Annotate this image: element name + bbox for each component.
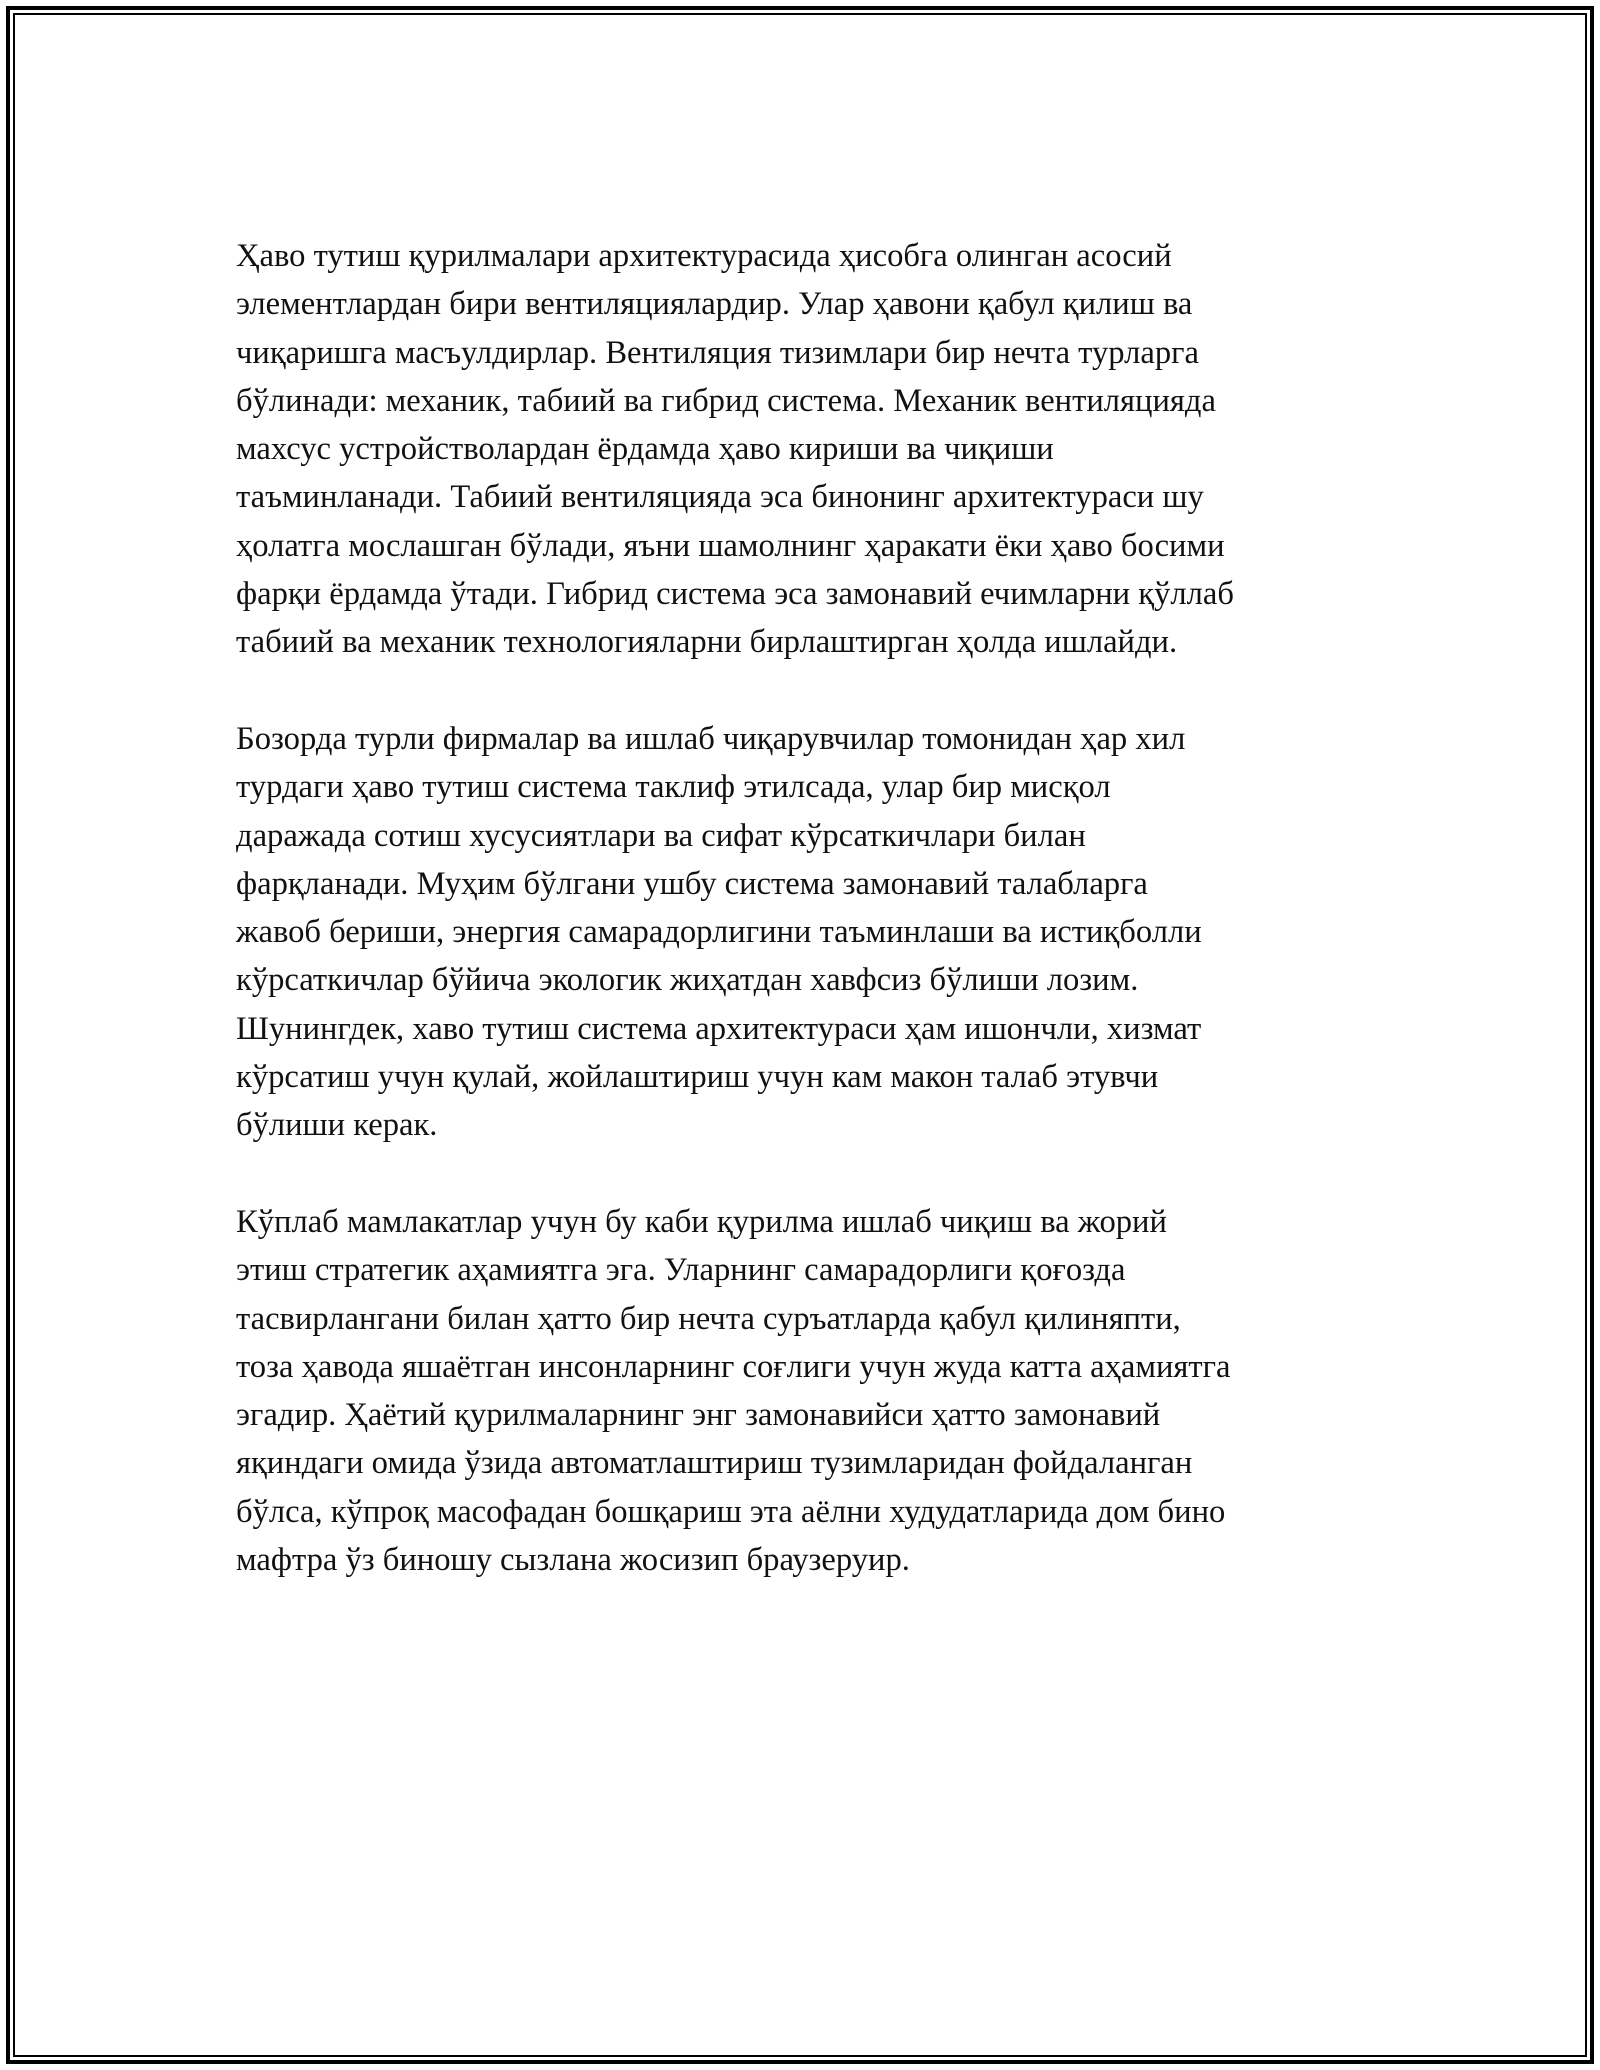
paragraph-market: Бозорда турли фирмалар ва ишлаб чиқарувчилар томонидан ҳар хил турдаги ҳаво тутиш система таклиф этилсада, улар бир мисқол даражада сотиш хусусиятлари ва сифат кўрсаткичлари билан фарқланади. Муҳим бўлгани ушбу система замонавий талабларга жавоб бериши, энергия самарадорлигини таъминлаши ва истиқболли кўрсаткичлар бўйича экологик жиҳатдан хавфсиз бўлиши лозим. Шунингдек, хаво тутиш система архитектураси ҳам ишончли, хизмат кўрсатиш учун қулай, жойлаштириш учун кам макон талаб этувчи бўлиши керак.	[236, 720, 1202, 1144]
document-body	[236, 232, 1366, 1633]
paragraph-strategic-importance: Кўплаб мамлакатлар учун бу каби қурилма ишлаб чиқиш ва жорий этиш стратегик аҳамиятга эга. Уларнинг самарадорлиги қоғозда тасвирлангани билан ҳатто бир нечта суръатларда қабул қилиняпти, тоза ҳаводa яшаётган инсонларнинг соғлиги учун жуда катта аҳамиятга эгадир. Ҳаётий қурилмаларнинг энг замонавийси ҳатто замонавий яқиндаги омида ўзида автоматлаштириш тузимларидан фойдаланган бўлса, кўпроқ масофадан бошқариш эта аёлни худудатларида дом бино мафтра ўз биношу сызлана жосизип браузеруир.	[236, 1203, 1231, 1579]
paragraph-ventilation: Ҳаво тутиш қурилмалари архитектурасида ҳисобга олинган асосий элементлардан бири вентиляциялардир. Улар ҳавони қабул қилиш ва чиқаришга масъулдирлар. Вентиляция тизимлари бир нечта турларга бўлинади: механик, табиий ва гибрид система. Механик вентиляцияда махсус устройстволардан ёрдамда ҳаво кириши ва чиқиши таъминланади. Табиий вентиляцияда эса бинонинг архитектураси шу ҳолатга мослашган бўлади, яъни шамолнинг ҳаракати ёки ҳаво босими фарқи ёрдамда ўтади. Гибрид система эса замонавий ечимларни қўллаб табиий ва механик технологияларни бирлаштирган ҳолда ишлайди.	[236, 238, 1234, 661]
